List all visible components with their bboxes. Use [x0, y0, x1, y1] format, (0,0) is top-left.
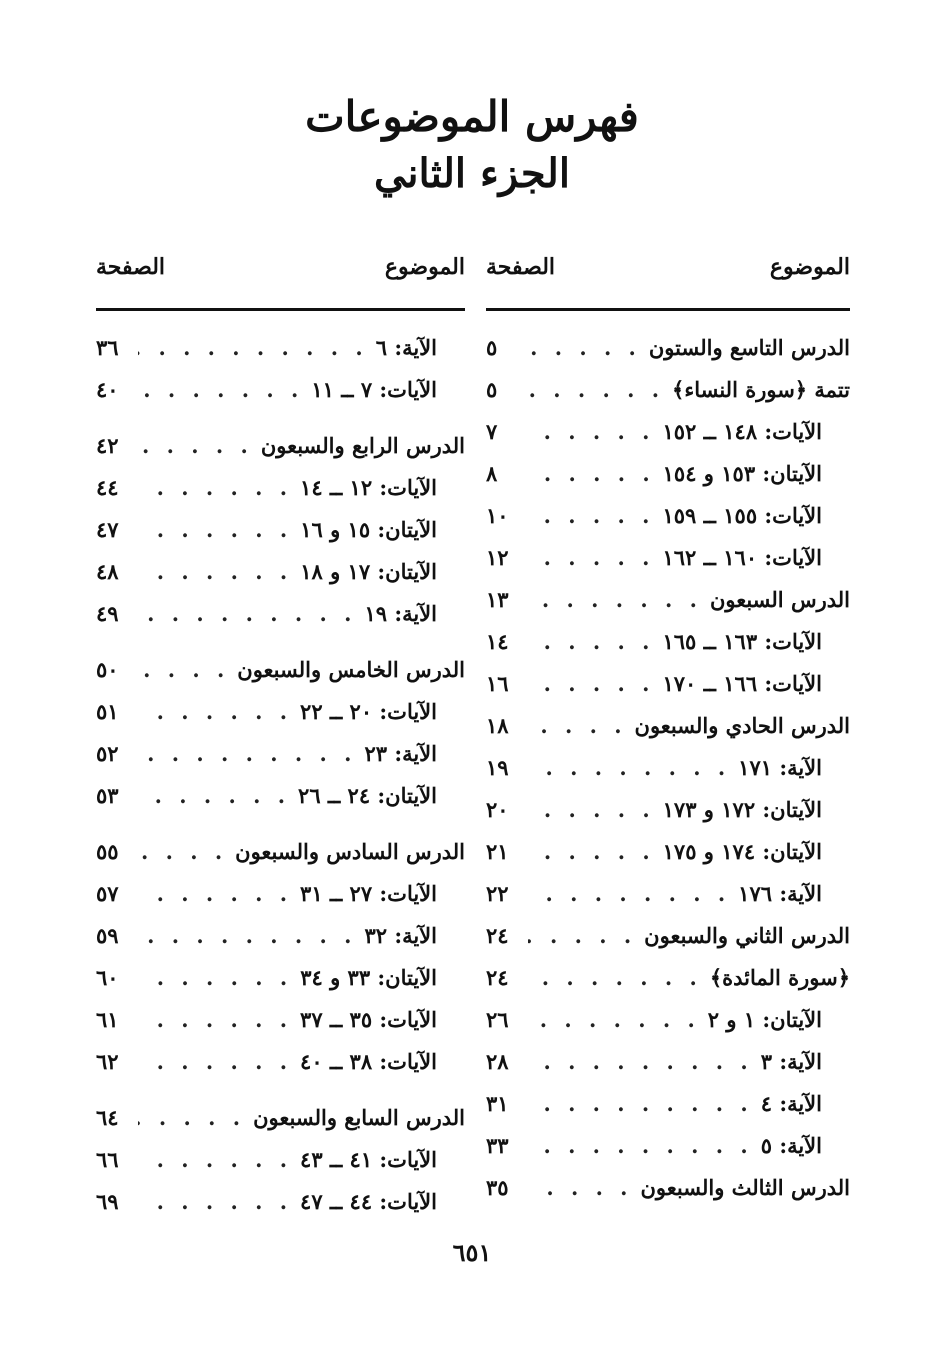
toc-subentry [96, 1147, 465, 1189]
entry-topic: ﴿سورة المائدة﴾ [709, 965, 850, 990]
entry-page-number: ٦٢ [96, 1049, 119, 1074]
dot-leader [528, 1007, 700, 1032]
entry-topic: الآيات: ١٦٠ ــ ١٦٢ [662, 545, 822, 570]
dot-leader [138, 699, 292, 724]
entry-page-number: ٥٩ [96, 923, 119, 948]
entry-page-number: ٣١ [486, 1091, 509, 1116]
entry-topic: الدرس الخامس والسبعون [237, 657, 465, 682]
dot-leader [138, 783, 290, 808]
entry-page-number: ٥٧ [96, 881, 119, 906]
toc-subentry [486, 419, 850, 461]
entry-page-number: ١٢ [486, 545, 509, 570]
entry-topic: الآيتان: ١٧٢ و ١٧٣ [662, 797, 822, 822]
entry-topic: الآيات: ١٦٣ ــ ١٦٥ [662, 629, 822, 654]
toc-subentry [96, 559, 465, 601]
index-title: فهرس الموضوعات [305, 92, 639, 141]
toc-lesson-entry [486, 1175, 850, 1217]
entry-page-number: ٢٤ [486, 923, 509, 948]
entry-page-number: ١٤ [486, 629, 509, 654]
entry-page-number: ٢٦ [486, 1007, 509, 1032]
toc-subentry [96, 377, 465, 419]
dot-leader [138, 881, 292, 906]
toc-lesson-entry [96, 839, 465, 881]
dot-leader [528, 671, 654, 696]
toc-lesson-entry [486, 965, 850, 1007]
dot-leader [528, 881, 730, 906]
dot-leader [138, 657, 229, 682]
entry-page-number: ٦١ [96, 1007, 119, 1032]
entry-topic: الآيتان: ٣٣ و ٣٤ [300, 965, 437, 990]
toc-lesson-entry [486, 923, 850, 965]
entry-topic: الآية: ٥ [760, 1133, 822, 1158]
entry-topic: الآية: ٦ [375, 335, 437, 360]
toc-subentry [96, 335, 465, 377]
toc-entries [486, 335, 850, 1217]
entry-page-number: ٦٦ [96, 1147, 119, 1172]
dot-leader [138, 1049, 292, 1074]
entry-topic: الآيات: ٤١ ــ ٤٣ [300, 1147, 437, 1172]
toc-subentry [486, 1049, 850, 1091]
entry-topic: الآية: ٤ [760, 1091, 822, 1116]
dot-leader [528, 1049, 753, 1074]
toc-column-right [486, 250, 850, 1217]
dot-leader [138, 433, 253, 458]
toc-subentry [96, 517, 465, 559]
entry-page-number: ٢٢ [486, 881, 509, 906]
entry-page-number: ٣٣ [486, 1133, 509, 1158]
entry-page-number: ١٦ [486, 671, 509, 696]
entry-topic: الدرس الرابع والسبعون [260, 433, 465, 458]
toc-lesson-entry [486, 335, 850, 377]
header-rule [486, 308, 850, 311]
entry-topic: الآيتان: ١٥ و ١٦ [300, 517, 437, 542]
dot-leader [528, 419, 654, 444]
entry-page-number: ٢٨ [486, 1049, 509, 1074]
dot-leader [528, 377, 664, 402]
entry-topic: الآيات: ٢٠ ــ ٢٢ [300, 699, 437, 724]
entry-page-number: ٣٦ [96, 335, 119, 360]
entry-page-number: ٤٩ [96, 601, 119, 626]
toc-lesson-entry [486, 377, 850, 419]
entry-page-number: ٥٣ [96, 783, 119, 808]
entry-topic: الدرس السابع والسبعون [253, 1105, 465, 1130]
entry-topic: الآية: ١٧٦ [738, 881, 822, 906]
toc-column-left [96, 250, 465, 1231]
entry-topic: الآيات: ١٦٦ ــ ١٧٠ [662, 671, 822, 696]
entry-topic: الآيتان: ١٧٤ و ١٧٥ [662, 839, 822, 864]
entry-topic: تتمة ﴿سورة النساء﴾ [672, 377, 850, 402]
toc-lesson-entry [486, 587, 850, 629]
entry-topic: الدرس السادس والسبعون [235, 839, 465, 864]
entry-topic: الآيات: ٤٤ ــ ٤٧ [300, 1189, 437, 1214]
dot-leader [138, 1147, 292, 1172]
entry-page-number: ٥٢ [96, 741, 119, 766]
toc-subentry [486, 797, 850, 839]
dot-leader [528, 1091, 753, 1116]
toc-lesson-entry [96, 1105, 465, 1147]
toc-subentry [96, 699, 465, 741]
toc-subentry [486, 839, 850, 881]
volume-subtitle: الجزء الثاني [374, 150, 570, 197]
dot-leader [528, 797, 655, 822]
entry-topic: الآية: ٢٣ [364, 741, 437, 766]
entry-page-number: ٥١ [96, 699, 119, 724]
topic-header: الموضوع [769, 254, 850, 280]
entry-page-number: ١٩ [486, 755, 509, 780]
dot-leader [138, 475, 292, 500]
entry-topic: الآية: ١٧١ [738, 755, 822, 780]
entry-page-number: ٦٤ [96, 1105, 119, 1130]
entry-page-number: ٢١ [486, 839, 509, 864]
toc-subentry [486, 629, 850, 671]
entry-topic: الآيات: ٣٨ ــ ٤٠ [300, 1049, 437, 1074]
toc-subentry [96, 741, 465, 783]
entry-page-number: ٢٤ [486, 965, 509, 990]
entry-topic: الدرس الثالث والسبعون [640, 1175, 850, 1200]
entry-topic: الدرس السبعون [709, 587, 850, 612]
entry-page-number: ٦٠ [96, 965, 119, 990]
toc-subentry [486, 461, 850, 503]
entry-topic: الآيات: ٧ ــ ١١ [311, 377, 437, 402]
entry-topic: الآيات: ١٢ ــ ١٤ [300, 475, 437, 500]
dot-leader [138, 559, 292, 584]
toc-subentry [96, 1189, 465, 1231]
entry-topic: الآيتان: ١٥٣ و ١٥٤ [662, 461, 822, 486]
dot-leader [528, 713, 627, 738]
dot-leader [138, 741, 356, 766]
toc-lesson-entry [96, 657, 465, 699]
toc-subentry [486, 1091, 850, 1133]
dot-leader [138, 377, 303, 402]
entry-page-number: ٤٧ [96, 517, 119, 542]
toc-subentry [96, 881, 465, 923]
dot-leader [528, 503, 654, 528]
entry-topic: الدرس الحادي والسبعون [634, 713, 850, 738]
toc-lesson-entry [486, 713, 850, 755]
toc-subentry [96, 923, 465, 965]
entry-topic: الآيتان: ١٧ و ١٨ [300, 559, 437, 584]
entry-topic: الآيات: ١٤٨ ــ ١٥٢ [662, 419, 822, 444]
entry-page-number: ١٠ [486, 503, 509, 528]
toc-subentry [486, 503, 850, 545]
entry-page-number: ٥ [486, 377, 498, 402]
dot-leader [528, 545, 654, 570]
column-header [96, 250, 465, 294]
dot-leader [138, 965, 292, 990]
toc-subentry [486, 671, 850, 713]
entry-page-number: ٤٤ [96, 475, 119, 500]
toc-subentry [486, 881, 850, 923]
dot-leader [528, 587, 702, 612]
entry-page-number: ٣٥ [486, 1175, 509, 1200]
topic-header: الموضوع [384, 254, 465, 280]
dot-leader [138, 1007, 292, 1032]
toc-subentry [96, 783, 465, 825]
dot-leader [528, 335, 641, 360]
dot-leader [528, 839, 655, 864]
dot-leader [138, 517, 292, 542]
entry-page-number: ٦٩ [96, 1189, 119, 1214]
dot-leader [528, 923, 636, 948]
entry-topic: الآيات: ٢٧ ــ ٣١ [300, 881, 437, 906]
entry-topic: الدرس الثاني والسبعون [644, 923, 850, 948]
dot-leader [138, 335, 368, 360]
entry-page-number: ٤٢ [96, 433, 119, 458]
page-header: الصفحة [96, 254, 166, 280]
entry-page-number: ٢٠ [486, 797, 509, 822]
entry-topic: الآية: ٣٢ [364, 923, 437, 948]
toc-entries [96, 335, 465, 1231]
dot-leader [528, 1175, 633, 1200]
entry-page-number: ٥ [486, 335, 498, 360]
entry-page-number: ٥٠ [96, 657, 119, 682]
page-header: الصفحة [486, 254, 556, 280]
entry-topic: الدرس التاسع والستون [648, 335, 850, 360]
dot-leader [528, 1133, 753, 1158]
dot-leader [138, 601, 356, 626]
dot-leader [528, 965, 702, 990]
dot-leader [528, 461, 655, 486]
entry-topic: الآيتان: ١ و ٢ [707, 1007, 822, 1032]
page-number: ٦٥١ [452, 1238, 492, 1267]
entry-topic: الآية: ٣ [760, 1049, 822, 1074]
dot-leader [138, 1105, 245, 1130]
dot-leader [138, 839, 227, 864]
dot-leader [138, 1189, 292, 1214]
column-header [486, 250, 850, 294]
toc-subentry [486, 755, 850, 797]
dot-leader [138, 923, 356, 948]
toc-subentry [96, 601, 465, 643]
entry-topic: الآيات: ٣٥ ــ ٣٧ [300, 1007, 437, 1032]
toc-subentry [96, 1007, 465, 1049]
entry-page-number: ٥٥ [96, 839, 119, 864]
toc-subentry [486, 1133, 850, 1175]
entry-page-number: ١٨ [486, 713, 509, 738]
entry-page-number: ١٣ [486, 587, 509, 612]
dot-leader [528, 755, 730, 780]
entry-page-number: ٨ [486, 461, 498, 486]
toc-lesson-entry [96, 433, 465, 475]
entry-page-number: ٧ [486, 419, 498, 444]
toc-subentry [96, 965, 465, 1007]
header-rule [96, 308, 465, 311]
entry-page-number: ٤٨ [96, 559, 119, 584]
toc-subentry [486, 545, 850, 587]
toc-subentry [96, 475, 465, 517]
toc-subentry [486, 1007, 850, 1049]
entry-topic: الآيتان: ٢٤ ــ ٢٦ [298, 783, 437, 808]
entry-topic: الآيات: ١٥٥ ــ ١٥٩ [662, 503, 822, 528]
entry-page-number: ٤٠ [96, 377, 119, 402]
entry-topic: الآية: ١٩ [364, 601, 437, 626]
dot-leader [528, 629, 654, 654]
toc-subentry [96, 1049, 465, 1091]
